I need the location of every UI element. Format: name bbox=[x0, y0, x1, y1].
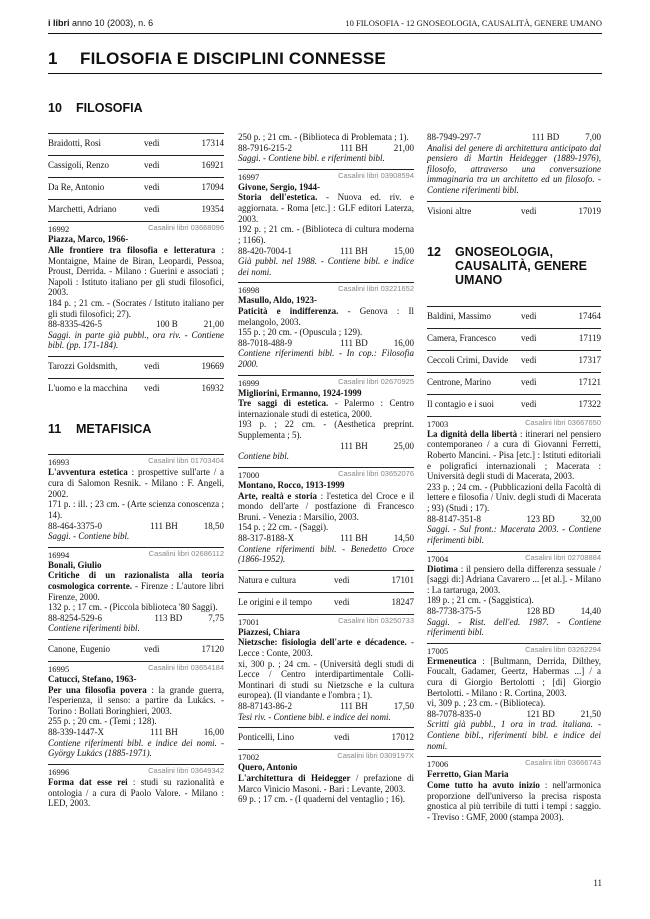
entry-isbn-line bbox=[48, 727, 224, 738]
entry-description bbox=[48, 685, 224, 717]
record-id: Casalini libri 01703404 bbox=[148, 456, 224, 466]
entry-isbn-line bbox=[427, 606, 601, 617]
entry-note: Contiene riferimenti bibl. - Benedetto Croce (1866-1952). bbox=[238, 543, 414, 565]
see-also-number: 17121 bbox=[578, 376, 601, 387]
entry-author: Catucci, Stefano, 1963- bbox=[48, 674, 137, 685]
record-id: Casalini libri 02670925 bbox=[338, 376, 414, 386]
see-also-row bbox=[48, 133, 224, 155]
entry-author: Piazza, Marco, 1966- bbox=[48, 234, 129, 245]
entry-isbn-line bbox=[238, 143, 414, 154]
entry-isbn-line bbox=[427, 514, 601, 525]
catalog-entry bbox=[238, 169, 414, 283]
isbn: 88-7078-835-0 bbox=[427, 708, 481, 719]
price: 14,50 bbox=[393, 532, 414, 543]
catalog-entry bbox=[427, 416, 601, 551]
see-also-number: 17119 bbox=[578, 332, 601, 343]
record-id: Casalini libri 03652076 bbox=[338, 468, 414, 478]
see-also-number: 17101 bbox=[391, 574, 414, 585]
see-also-number: 17094 bbox=[201, 182, 224, 193]
record-id: Casalini libri 03221652 bbox=[338, 284, 414, 294]
chapter-rule bbox=[48, 73, 602, 74]
entry-note: Scritti già pubbl., 1 ora in trad. italiana. - Contiene bibl., riferimenti bibl. e indice dei nomi. bbox=[427, 719, 601, 751]
record-id: Casalini libri 03908594 bbox=[338, 170, 414, 180]
catalog-entry bbox=[427, 756, 601, 827]
see-also-row bbox=[427, 328, 601, 350]
entry-number: 16992 bbox=[48, 224, 70, 235]
entry-title: Per una filosofia povera bbox=[48, 684, 147, 695]
entry-author: Bonali, Giulio bbox=[48, 559, 102, 570]
price: 14,40 bbox=[580, 605, 601, 616]
entry-isbn-line bbox=[48, 521, 224, 532]
catalog-entry bbox=[238, 467, 414, 570]
see-also-row bbox=[427, 350, 601, 372]
see-also-row bbox=[427, 394, 601, 416]
see-also-author: Marchetti, Adriano bbox=[48, 204, 117, 215]
see-also-label: vedi bbox=[144, 182, 160, 193]
catalog-entry bbox=[238, 614, 414, 728]
record-id: Casalini libri 02708884 bbox=[525, 552, 601, 562]
entry-imprint: : la grande guerra, l'esperienza, il senso: a partire da Lukács. - Torino : Bollati Boringhieri, 2003. bbox=[48, 684, 225, 716]
entry-note: Contiene riferimenti bibl. - In cop.: Filosofia 2000. bbox=[238, 348, 414, 369]
entry-note: Saggi. - Contiene bibl. e riferimenti bibl. bbox=[238, 153, 385, 164]
record-id: Casalini libri 03250733 bbox=[338, 615, 414, 625]
see-also-number: 17464 bbox=[578, 310, 601, 321]
record-id: Casalini libri 03667650 bbox=[525, 417, 601, 427]
catalog-entry bbox=[238, 132, 414, 169]
entry-title: Critiche di un razionalista alla teoria cosmologica corrente. bbox=[48, 570, 224, 591]
entry-physical: xi, 300 p. ; 24 cm. - (Università degli studi di Lecce / Centro interdipartimentale Colli-Montinari di studi su Nietzsche e la cultura europea). (Il viandante e l'ombra ; 1). bbox=[238, 658, 414, 701]
record-id: Casalini libri 03668096 bbox=[148, 223, 224, 233]
entry-isbn-line bbox=[427, 709, 601, 720]
see-also-label: vedi bbox=[144, 160, 160, 171]
binding-code: 111 BH bbox=[340, 245, 368, 256]
record-id: Casalini libri 03262294 bbox=[525, 644, 601, 654]
catalog-entry bbox=[48, 454, 224, 546]
entry-isbn-line bbox=[48, 613, 224, 624]
entry-title: Come tutto ha avuto inizio bbox=[427, 779, 540, 790]
entry-note: Tesi riv. - Contiene bibl. e indice dei nomi. bbox=[238, 711, 391, 722]
see-also-row bbox=[48, 155, 224, 177]
section-number: 12 bbox=[427, 244, 441, 259]
entry-imprint: - Lecce : Conte, 2003. bbox=[238, 637, 414, 659]
binding-code: 121 BD bbox=[526, 708, 555, 719]
isbn: 88-8254-529-6 bbox=[48, 612, 102, 623]
binding-code: 111 BH bbox=[340, 701, 368, 712]
price: 18,50 bbox=[203, 520, 224, 531]
entry-note: Contiene riferimenti bibl. e indice dei nomi. - György Lukács (1885-1971). bbox=[48, 737, 224, 759]
page-number: 11 bbox=[593, 878, 602, 888]
see-also-label: vedi bbox=[144, 138, 160, 149]
entry-header bbox=[48, 550, 224, 560]
see-also-label: vedi bbox=[521, 310, 537, 321]
see-also-row bbox=[427, 372, 601, 394]
binding-code: 111 BH bbox=[340, 440, 368, 451]
record-id: Casalini libri 02686112 bbox=[148, 548, 224, 558]
entry-title: Storia dell'estetica. bbox=[238, 192, 318, 203]
record-id: Casalini libri 03654184 bbox=[148, 663, 224, 673]
entry-physical: vi, 309 p. ; 23 cm. - (Biblioteca). bbox=[427, 698, 546, 709]
entry-author: Quero, Antonio bbox=[238, 762, 298, 773]
entry-imprint: : studi su razionalità e ontologia / a cura di Paolo Valore. - Milano : LED, 2003. bbox=[48, 776, 224, 809]
running-title: 10 FILOSOFIA - 12 GNOSEOLOGIA, CAUSALITÀ, GENERE UMANO bbox=[345, 17, 602, 28]
entry-description bbox=[238, 306, 414, 327]
see-also-author: Braidotti, Rosi bbox=[48, 138, 102, 149]
entry-title: Forma dat esse rei bbox=[48, 776, 128, 787]
entry-isbn-line bbox=[238, 701, 414, 712]
entry-header bbox=[48, 664, 224, 674]
entry-number: 17006 bbox=[427, 759, 449, 770]
entry-header bbox=[238, 752, 414, 762]
entry-header bbox=[427, 419, 601, 429]
binding-code: 111 BH bbox=[340, 532, 368, 543]
price: 32,00 bbox=[580, 513, 601, 524]
entry-header bbox=[427, 554, 601, 564]
section-number: 11 bbox=[48, 422, 62, 437]
entry-title: Tre saggi di estetica. bbox=[238, 398, 329, 409]
binding-code: 111 BH bbox=[340, 142, 368, 153]
entry-note: Già pubbl. nel 1988. - Contiene bibl. e indice dei nomi. bbox=[238, 256, 414, 277]
see-also-author: Baldini, Massimo bbox=[427, 310, 492, 321]
entry-author: Montano, Rocco, 1913-1999 bbox=[238, 479, 345, 490]
see-also-label: vedi bbox=[521, 376, 537, 387]
entry-title: Nietzsche: fisiologia dell'arte e décadence. bbox=[238, 637, 407, 648]
catalog-entry bbox=[48, 764, 224, 814]
entry-note: Analisi del genere di architettura anticipato dal pensiero di Martin Heidegger (1889-1976), filosofo, attraverso una conversazione immaginaria tra un architetto ed un filosofo. - Contiene riferimenti bibl. bbox=[427, 142, 601, 196]
entry-isbn-line bbox=[238, 441, 414, 452]
isbn: 88-7916-215-2 bbox=[238, 142, 292, 153]
binding-code: 123 BD bbox=[526, 513, 555, 524]
see-also-number: 16932 bbox=[201, 383, 224, 394]
entry-isbn-line bbox=[427, 132, 601, 143]
entry-physical: 171 p. : ill. ; 23 cm. - (Arte scienza conoscenza ; 14). bbox=[48, 499, 224, 520]
entry-description bbox=[427, 656, 601, 698]
entry-number: 16994 bbox=[48, 549, 70, 560]
entry-title: Ermeneutica bbox=[427, 655, 477, 666]
see-also-number: 17120 bbox=[201, 644, 224, 655]
entry-note: Saggi. - Contiene bibl. bbox=[48, 531, 130, 542]
entry-header bbox=[238, 378, 414, 388]
running-header bbox=[48, 16, 602, 30]
see-also-label: vedi bbox=[334, 732, 350, 743]
entry-physical: 255 p. ; 20 cm. - (Temi ; 128). bbox=[48, 716, 157, 727]
entry-title: Paticità e indifferenza. bbox=[238, 305, 339, 316]
entry-imprint: : nell'armonica proporzione dell'universo la precisa risposta gnostica al più terribile di tutti i tempi : saggio. - Treviso : GMF, 2000 (stampa 2003). bbox=[427, 779, 602, 822]
entry-physical: 189 p. ; 21 cm. - (Saggistica). bbox=[427, 595, 534, 606]
see-also-number: 17322 bbox=[578, 398, 601, 409]
entry-imprint: - Nuova ed. riv. e aggiornata. - Roma [etc.] : GLF editori Laterza, 2003. bbox=[238, 192, 414, 224]
entry-header bbox=[238, 172, 414, 182]
see-also-number: 16921 bbox=[201, 160, 224, 171]
entry-number: 16995 bbox=[48, 664, 70, 675]
see-also-row bbox=[238, 592, 414, 614]
see-also-author: Tarozzi Goldsmith, bbox=[48, 361, 118, 372]
entry-author: Givone, Sergio, 1944- bbox=[238, 181, 320, 192]
entry-isbn-line bbox=[48, 319, 224, 330]
see-also-row bbox=[48, 177, 224, 199]
entry-title: L'avventura estetica bbox=[48, 467, 128, 478]
price: 21,50 bbox=[580, 708, 601, 719]
entry-physical: 250 p. ; 21 cm. - (Biblioteca di Problemata ; 1). bbox=[238, 132, 409, 142]
see-also-label: vedi bbox=[334, 574, 350, 585]
column-right bbox=[427, 132, 601, 827]
column-left bbox=[48, 101, 224, 814]
see-also-author: Cassigoli, Renzo bbox=[48, 160, 109, 171]
see-also-row bbox=[427, 306, 601, 328]
see-also-label: vedi bbox=[521, 398, 537, 409]
entry-description bbox=[48, 570, 224, 602]
entry-description bbox=[48, 245, 224, 298]
entry-imprint: : itinerari nel pensiero contemporaneo / a cura di Giovanni Ferretti, Roberto Mancini. - Pisa [etc.] : Istituti editoriali e poligrafici internazionali ; Macerata : Università degli studi di Macerata, 2003. bbox=[427, 428, 601, 482]
catalog-entry bbox=[48, 221, 224, 356]
see-also-number: 19669 bbox=[201, 361, 224, 372]
see-also-author: Da Re, Antonio bbox=[48, 182, 105, 193]
entry-physical: 193 p. ; 22 cm. - (Aesthetica preprint. Supplementa ; 5). bbox=[238, 419, 414, 441]
entry-imprint: / prefazione di Marco Vinicio Masoni. - Bari : Levante, 2003. bbox=[238, 772, 414, 794]
price: 21,00 bbox=[203, 319, 224, 330]
price: 21,00 bbox=[393, 142, 414, 153]
entry-physical: 155 p. ; 20 cm. - (Opuscula ; 129). bbox=[238, 327, 363, 338]
entry-physical: 132 p. ; 17 cm. - (Piccola biblioteca '80 Saggi). bbox=[48, 602, 218, 613]
see-also-number: 18247 bbox=[391, 596, 414, 607]
see-also-row bbox=[238, 727, 414, 749]
binding-code: 111 BH bbox=[150, 520, 178, 531]
price: 17,50 bbox=[393, 701, 414, 712]
see-also-row bbox=[427, 201, 601, 223]
entry-description bbox=[238, 637, 414, 658]
isbn: 88-7738-375-5 bbox=[427, 605, 481, 616]
entry-header bbox=[238, 617, 414, 627]
entry-note: Contiene riferimenti bibl. bbox=[48, 623, 140, 634]
see-also-number: 19354 bbox=[201, 204, 224, 215]
price: 15,00 bbox=[393, 245, 414, 256]
entry-author: Migliorini, Ermanno, 1924-1999 bbox=[238, 387, 362, 398]
see-also-row bbox=[48, 378, 224, 400]
isbn: 88-464-3375-0 bbox=[48, 520, 102, 531]
see-also-author: Visioni altre bbox=[427, 205, 472, 216]
entry-isbn-line bbox=[238, 338, 414, 349]
isbn: 88-339-1447-X bbox=[48, 727, 104, 738]
see-also-row bbox=[48, 639, 224, 661]
entry-imprint: : l'estetica del Croce e il mondo dell'arte / postfazione di Francesco Bruni. - Venezia : Marsilio, 2003. bbox=[238, 490, 414, 522]
entry-number: 17002 bbox=[238, 752, 260, 763]
binding-code: 111 BH bbox=[150, 727, 178, 738]
chapter-title: 1 FILOSOFIA E DISCIPLINI CONNESSE bbox=[48, 49, 386, 68]
binding-code: 113 BD bbox=[154, 612, 183, 623]
entry-header bbox=[238, 285, 414, 295]
record-id: Casalini libri 03666743 bbox=[525, 758, 601, 768]
entry-number: 17000 bbox=[238, 469, 260, 480]
see-also-author: Il contagio e i suoi bbox=[427, 398, 494, 409]
entry-isbn-line bbox=[238, 246, 414, 257]
entry-header bbox=[48, 224, 224, 234]
see-also-author: Ponticelli, Lino bbox=[238, 732, 294, 743]
entry-number: 16998 bbox=[238, 285, 260, 296]
entry-imprint: - Genova : Il melangolo, 2003. bbox=[238, 305, 415, 327]
isbn: 88-8335-426-5 bbox=[48, 319, 102, 330]
section-number: 10 bbox=[48, 101, 62, 115]
entry-note: Saggi. in parte già pubbl., ora riv. - Contiene bibl. (pp. 171-184). bbox=[48, 329, 224, 351]
catalog-entry bbox=[427, 643, 601, 757]
column-middle bbox=[238, 132, 414, 810]
catalog-entry bbox=[238, 375, 414, 467]
catalog-entry bbox=[238, 749, 414, 809]
see-also-label: vedi bbox=[521, 354, 537, 365]
entry-number: 17003 bbox=[427, 418, 449, 429]
entry-author: Piazzesi, Chiara bbox=[238, 626, 300, 637]
section-heading bbox=[48, 422, 224, 436]
binding-code: 128 BD bbox=[526, 605, 555, 616]
isbn: 88-8147-351-8 bbox=[427, 513, 481, 524]
see-also-author: Le origini e il tempo bbox=[238, 596, 312, 607]
record-id: Casalini libri 0309197X bbox=[337, 751, 414, 761]
see-also-author: Camera, Francesco bbox=[427, 332, 496, 343]
entry-imprint: - Palermo : Centro internazionale studi di estetica, 2000. bbox=[238, 398, 414, 419]
entry-description bbox=[427, 429, 601, 482]
entry-description bbox=[427, 780, 601, 822]
entry-physical: 154 p. ; 22 cm. - (Saggi). bbox=[238, 522, 329, 533]
see-also-label: vedi bbox=[521, 205, 537, 216]
isbn: 88-7018-488-9 bbox=[238, 337, 292, 348]
entry-number: 17004 bbox=[427, 553, 449, 564]
binding-code: 111 BD bbox=[340, 337, 368, 348]
record-id: Casalini libri 03649342 bbox=[148, 765, 224, 775]
section-title: GNOSEOLOGIA, CAUSALITÀ, GENERE UMANO bbox=[455, 244, 587, 288]
see-also-author: Ceccoli Crimi, Davide bbox=[427, 354, 509, 365]
entry-note: Saggi. - Rist. dell'ed. 1987. - Contiene riferimenti bibl. bbox=[427, 616, 601, 638]
section-heading bbox=[427, 245, 601, 288]
see-also-number: 17317 bbox=[578, 354, 601, 365]
see-also-number: 17019 bbox=[578, 205, 601, 216]
entry-imprint: : prospettive sull'arte / a cura di Salomon Resnik. - Milano : F. Angeli, 2002. bbox=[48, 467, 225, 499]
section-title: METAFISICA bbox=[76, 422, 152, 437]
entry-title: Diotima bbox=[427, 563, 458, 574]
entry-title: Alle frontiere tra filosofia e letteratura bbox=[48, 245, 216, 255]
isbn: 88-87143-86-2 bbox=[238, 701, 292, 712]
see-also-label: vedi bbox=[144, 644, 160, 655]
entry-author: Masullo, Aldo, 1923- bbox=[238, 295, 318, 306]
entry-header bbox=[48, 767, 224, 777]
price: 25,00 bbox=[393, 440, 414, 451]
entry-number: 16997 bbox=[238, 171, 260, 182]
entry-number: 17005 bbox=[427, 645, 449, 656]
see-also-author: Centrone, Marino bbox=[427, 376, 491, 387]
catalog-entry bbox=[48, 547, 224, 639]
section-title: FILOSOFIA bbox=[76, 101, 143, 115]
entry-imprint: : [Bultmann, Derrida, Dilthey, Foucalt, Gadamer, Geertz, Habermas ...] / a cura di Giorgio Bertolotti ; [di] Giorgio Bertolotti. - Milano : R. Cortina, 2003. bbox=[427, 655, 601, 698]
entry-title: Arte, realtà e storia bbox=[238, 490, 317, 501]
entry-isbn-line bbox=[238, 533, 414, 544]
see-also-row bbox=[238, 570, 414, 592]
isbn: 88-317-8188-X bbox=[238, 532, 294, 543]
section-heading bbox=[48, 101, 224, 115]
entry-description bbox=[238, 773, 414, 794]
entry-number: 16993 bbox=[48, 457, 70, 468]
see-also-author: Natura e cultura bbox=[238, 574, 296, 585]
binding-code: 100 B bbox=[155, 319, 178, 330]
header-rule bbox=[48, 33, 602, 34]
entry-physical: 233 p. ; 24 cm. - (Pubblicazioni della Facoltà di lettere e filosofia / Univ. degli studi di Macerata ; 93) (Studi ; 17). bbox=[427, 481, 601, 514]
entry-number: 17001 bbox=[238, 616, 260, 627]
see-also-row bbox=[48, 199, 224, 221]
entry-imprint: - Firenze : L'autore libri Firenze, 2000. bbox=[48, 580, 225, 602]
entry-note: Saggi. - Sul front.: Macerata 2003. - Contiene riferimenti bibl. bbox=[427, 524, 601, 545]
entry-number: 16996 bbox=[48, 766, 70, 777]
journal-issue: i libri anno 10 (2003), n. 6 bbox=[48, 17, 154, 28]
entry-header bbox=[427, 759, 601, 769]
entry-description bbox=[238, 491, 414, 523]
binding-code: 111 BD bbox=[531, 132, 560, 142]
see-also-label: vedi bbox=[144, 204, 160, 215]
entry-physical: 184 p. ; 21 cm. - (Socrates / Istituto italiano per gli studi filosofici; 27). bbox=[48, 298, 224, 319]
entry-physical: 69 p. ; 17 cm. - (I quaderni del ventaglio ; 16). bbox=[238, 794, 405, 805]
entry-title: L'architettura di Heidegger bbox=[238, 772, 351, 783]
entry-header bbox=[427, 646, 601, 656]
price: 7,75 bbox=[208, 612, 224, 623]
entry-imprint: : il pensiero della differenza sessuale / [saggi di:] Adriana Cavarero ... [et al.]. - Milano : La tartaruga, 2003. bbox=[427, 563, 602, 595]
catalog-entry bbox=[48, 661, 224, 764]
see-also-label: vedi bbox=[521, 332, 537, 343]
catalog-entry bbox=[427, 551, 601, 643]
price: 16,00 bbox=[203, 727, 224, 738]
entry-imprint: : Montaigne, Maine de Biran, Leopardi, Pessoa, Proust, Derrida. - Milano : Guerini e associati ; Napoli : Istituto italiano per gli studi filosofici, 2003. bbox=[48, 245, 225, 298]
see-also-label: vedi bbox=[144, 383, 160, 394]
entry-title: La dignità della libertà bbox=[427, 428, 518, 439]
entry-description bbox=[48, 467, 224, 499]
catalog-entry bbox=[238, 282, 414, 374]
entry-number: 16999 bbox=[238, 377, 260, 388]
price: 16,00 bbox=[393, 337, 414, 348]
entry-header bbox=[48, 457, 224, 467]
isbn: 88-7949-297-7 bbox=[427, 132, 481, 142]
see-also-number: 17012 bbox=[391, 732, 414, 743]
entry-header bbox=[238, 470, 414, 480]
entry-author: Ferretto, Gian Maria bbox=[427, 769, 509, 780]
entry-physical: 192 p. ; 21 cm. - (Biblioteca di cultura moderna ; 1166). bbox=[238, 224, 414, 245]
entry-note: Contiene bibl. bbox=[238, 451, 289, 462]
price: 7,00 bbox=[585, 132, 601, 142]
entry-description bbox=[48, 777, 224, 809]
entry-description bbox=[238, 192, 414, 224]
see-also-author: Canone, Eugenio bbox=[48, 644, 110, 655]
see-also-label: vedi bbox=[334, 596, 350, 607]
see-also-label: vedi bbox=[144, 361, 160, 372]
catalog-entry bbox=[427, 132, 601, 201]
see-also-author: L'uomo e la macchina bbox=[48, 383, 128, 394]
see-also-row bbox=[48, 356, 224, 378]
entry-description bbox=[427, 564, 601, 596]
isbn: 88-420-7004-1 bbox=[238, 245, 292, 256]
see-also-number: 17314 bbox=[201, 138, 224, 149]
entry-description bbox=[238, 398, 414, 419]
